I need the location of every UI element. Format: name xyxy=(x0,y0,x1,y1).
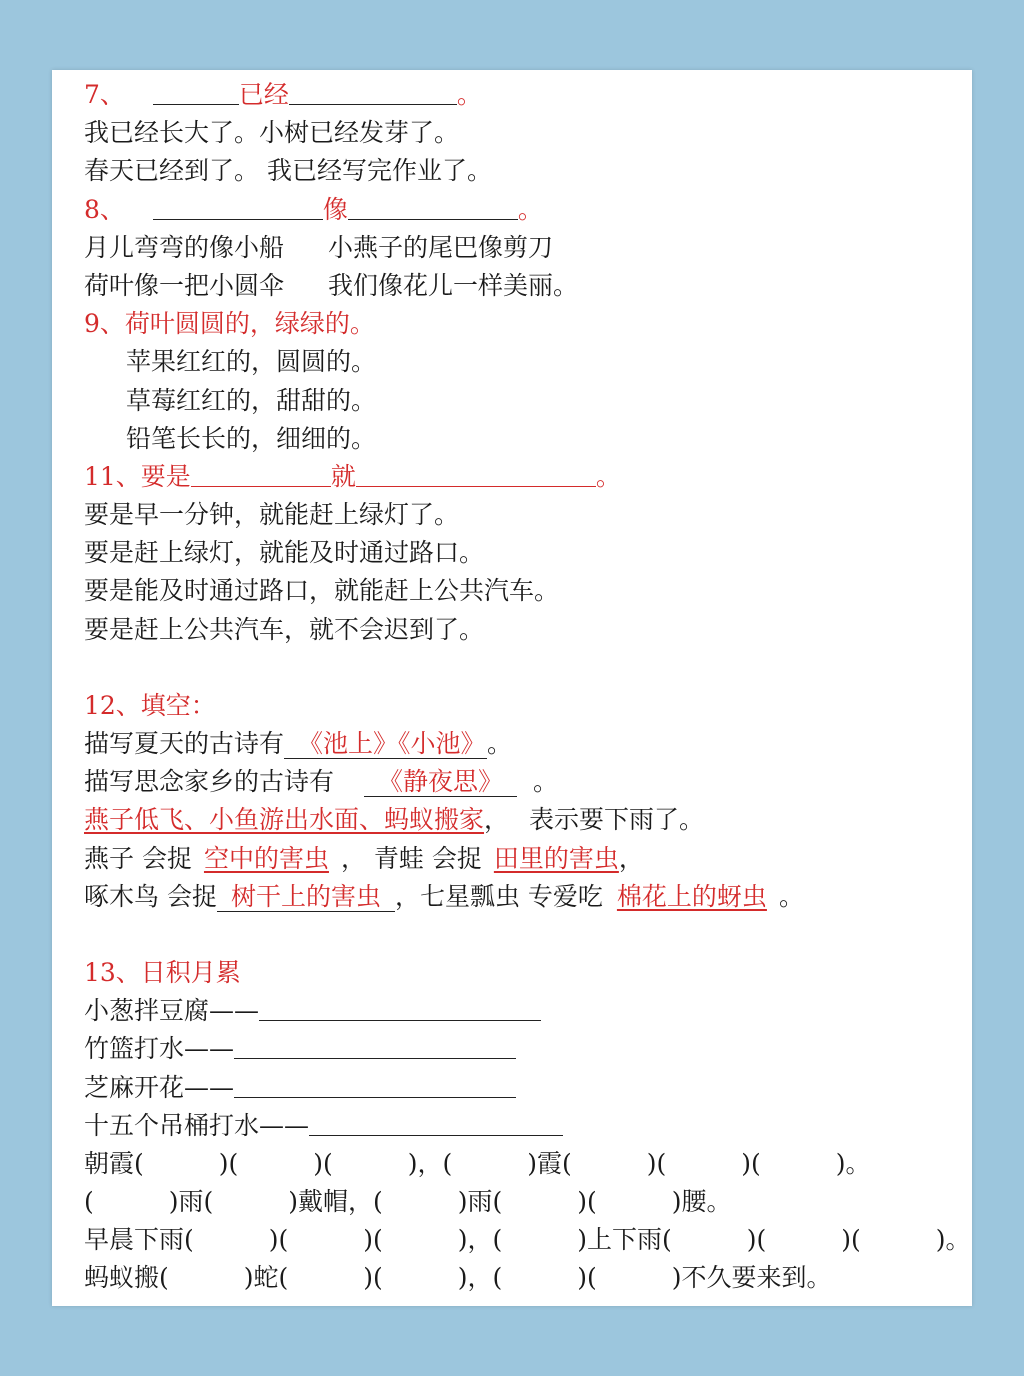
s12-line-2 xyxy=(84,763,964,801)
s12-l3-answer: 燕子低飞、小鱼游出水面、蚂蚁搬家 xyxy=(84,805,485,835)
s12-l4-end: ， xyxy=(618,843,644,873)
s8-example-2 xyxy=(84,267,964,305)
s7-blank-2[interactable] xyxy=(289,78,457,105)
s8-example-1b: 小燕子的尾巴像剪刀 xyxy=(328,232,554,262)
s8-heading xyxy=(84,191,964,229)
s13-x3-blank[interactable] xyxy=(234,1071,516,1098)
s12-line-3 xyxy=(84,801,964,839)
spacer xyxy=(84,649,964,687)
s11-example-1: 要是早一分钟，就能赶上绿灯了。 xyxy=(84,500,460,530)
s8-period: 。 xyxy=(517,194,543,224)
s7-number: 7、 xyxy=(84,80,125,109)
s8-blank-1[interactable] xyxy=(153,193,323,220)
s11-keyword: 就 xyxy=(330,461,356,491)
s8-example-2a: 荷叶像一把小圆伞 xyxy=(84,270,285,300)
s11-blank-2[interactable] xyxy=(356,460,596,487)
s12-l1-end: 。 xyxy=(487,729,513,758)
s13-xiehouyu-4 xyxy=(84,1107,964,1145)
s7-example-2: 春天已经到了。 我已经写完作业了。 xyxy=(84,156,492,186)
s11-blank-1[interactable] xyxy=(191,460,331,487)
s13-heading: 13、日积月累 xyxy=(84,957,241,987)
s13-x3-text: 芝麻开花—— xyxy=(84,1072,235,1102)
s13-xiehouyu-2 xyxy=(84,1030,964,1068)
s13-xiehouyu-1 xyxy=(84,992,964,1030)
s12-line-1 xyxy=(84,725,964,763)
worksheet-content xyxy=(84,76,971,1298)
s13-x2-text: 竹篮打水—— xyxy=(84,1034,235,1064)
s8-blank-2[interactable] xyxy=(348,193,518,220)
s9-example-1: 苹果红红的，圆圆的。 xyxy=(126,347,377,377)
s12-l5-prompt-a: 啄木鸟 会捉 xyxy=(84,881,217,911)
s7-blank-1[interactable] xyxy=(153,78,239,105)
s12-l5-answer-1: 树干上的害虫 xyxy=(217,882,395,912)
s11-example-4: 要是赶上公共汽车，就不会迟到了。 xyxy=(84,614,485,644)
s12-l5-prompt-b: ，七星瓢虫 专爱吃 xyxy=(394,881,603,911)
s12-line-5 xyxy=(84,878,964,916)
s12-l3-end: 表示要下雨了。 xyxy=(529,805,705,835)
s11-heading xyxy=(84,458,964,496)
s11-number: 11、要是 xyxy=(84,461,191,491)
s12-l4-prompt-a: 燕子 会捉 xyxy=(84,843,192,873)
s13-x4-blank[interactable] xyxy=(309,1109,563,1136)
s7-keyword: 已经 xyxy=(238,80,289,109)
s12-l1-prompt: 描写夏天的古诗有 xyxy=(84,729,285,758)
s8-example-2b: 我们像花儿一样美丽。 xyxy=(328,270,579,300)
s11-period: 。 xyxy=(595,461,621,491)
s7-example-1: 我已经长大了。小树已经发芽了。 xyxy=(84,118,460,148)
s8-number: 8、 xyxy=(84,194,125,224)
s13-x2-blank[interactable] xyxy=(234,1032,516,1059)
s12-l4-prompt-b: ， 青蛙 会捉 xyxy=(340,843,482,873)
s13-x1-blank[interactable] xyxy=(259,994,541,1021)
s12-l1-answer: 《池上》《小池》 xyxy=(284,729,487,759)
s7-heading xyxy=(84,76,964,114)
s12-l5-end: 。 xyxy=(778,881,804,911)
s8-keyword: 像 xyxy=(322,194,348,224)
s13-proverb-3: 早晨下雨( )( )( )，( )上下雨( )( )( )。 xyxy=(84,1225,971,1255)
s12-l4-answer-2: 田里的害虫 xyxy=(493,843,619,873)
s13-proverb-1: 朝霞( )( )( )，( )霞( )( )( )。 xyxy=(84,1148,871,1178)
s8-example-1a: 月儿弯弯的像小船 xyxy=(84,232,285,262)
s13-proverb-4: 蚂蚁搬( )蛇( )( )，( )( )不久要来到。 xyxy=(84,1263,832,1293)
s8-example-1 xyxy=(84,229,964,267)
s13-proverb-2: ( )雨( )戴帽，( )雨( )( )腰。 xyxy=(84,1187,732,1217)
s11-example-3: 要是能及时通过路口，就能赶上公共汽车。 xyxy=(84,576,560,606)
s9-example-2: 草莓红红的，甜甜的。 xyxy=(126,385,377,415)
s12-l5-answer-2: 棉花上的蚜虫 xyxy=(616,881,767,911)
s7-period: 。 xyxy=(456,80,482,109)
s9-example-3: 铅笔长长的，细细的。 xyxy=(126,423,377,453)
s12-l2-end: 。 xyxy=(533,767,559,797)
s13-x1-text: 小葱拌豆腐—— xyxy=(84,996,260,1026)
s12-l3-sep: ， xyxy=(484,805,510,835)
s13-x4-text: 十五个吊桶打水—— xyxy=(84,1110,310,1140)
s12-l2-answer: 《静夜思》 xyxy=(364,767,517,797)
s12-l4-answer-1: 空中的害虫 xyxy=(203,843,329,873)
s12-line-4 xyxy=(84,840,964,878)
s12-l2-prompt: 描写思念家乡的古诗有 xyxy=(84,767,335,797)
s11-example-2: 要是赶上绿灯，就能及时通过路口。 xyxy=(84,538,485,568)
s12-heading: 12、填空： xyxy=(84,690,216,720)
spacer xyxy=(84,916,964,954)
s13-xiehouyu-3 xyxy=(84,1069,964,1107)
worksheet-page xyxy=(52,70,972,1306)
s9-heading: 9、荷叶圆圆的，绿绿的。 xyxy=(84,309,375,339)
